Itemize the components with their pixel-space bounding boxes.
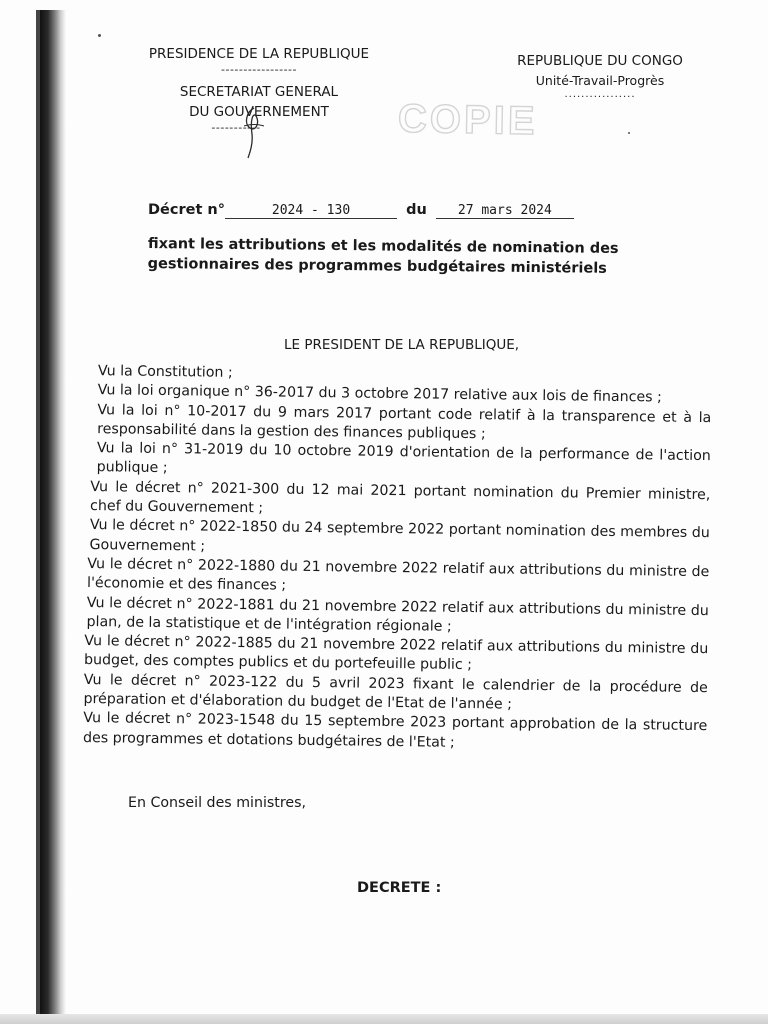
decree-number-label: Décret n° bbox=[148, 202, 226, 218]
visa-item: Vu le décret n° 2023-1548 du 15 septembre 2023 portant approbation de la structure des programmes et dotations budgétaires de l'Etat ; bbox=[82, 710, 708, 751]
copie-stamp: COPIE bbox=[397, 96, 538, 144]
scan-speck bbox=[628, 132, 630, 134]
decree-line bbox=[148, 202, 574, 219]
president-heading: LE PRESIDENT DE LA REPUBLIQUE, bbox=[284, 337, 520, 353]
visa-item: Vu le décret n° 2023-122 du 5 avril 2023 fixant le calendrier de la procédure de préparation et d'élaboration du budget de l'Etat de l'année ; bbox=[83, 671, 708, 713]
motto-underline: ................. bbox=[564, 89, 636, 100]
visa-item: Vu le décret n° 2022-1850 du 24 septembre 2022 portant nomination des membres du Gouvernement ; bbox=[89, 517, 710, 555]
decree-number: 2024 - 130 bbox=[225, 203, 397, 219]
decree-date: 27 mars 2024 bbox=[436, 203, 574, 219]
decree-title: fixant les attributions et les modalités de nomination des gestionnaires des programmes budgétaires ministériels bbox=[147, 235, 619, 277]
visa-item: Vu la loi organique n° 36-2017 du 3 octobre 2017 relative aux lois de finances ; bbox=[97, 382, 662, 406]
conseil-des-ministres: En Conseil des ministres, bbox=[128, 795, 306, 811]
signature-initial bbox=[236, 104, 270, 160]
header-separator: ----------------- bbox=[221, 63, 297, 76]
visa-item: Vu la loi n° 31-2019 du 10 octobre 2019 d'orientation de la performance de l'action publique ; bbox=[96, 440, 711, 477]
visa-item: Vu la loi n° 10-2017 du 9 mars 2017 portant code relatif à la transparence et à la responsabilité dans la gestion des finances publiques ; bbox=[97, 401, 712, 443]
decree-date-label: du bbox=[406, 202, 427, 218]
scan-speck bbox=[98, 34, 101, 37]
visa-item: Vu le décret n° 2022-1880 du 21 novembre 2022 relatif aux attributions du ministre de l'économie et des finances ; bbox=[86, 555, 710, 594]
motto-label: Unité-Travail-Progrès bbox=[535, 73, 665, 88]
scan-edge-gradient bbox=[40, 10, 66, 1014]
scan-bottom-shade bbox=[0, 1014, 768, 1024]
visa-item: Vu le décret n° 2022-1885 du 21 novembre 2022 relatif aux attributions du ministre du budget, des comptes publics et du portefeuille public ; bbox=[83, 633, 709, 674]
header-separator-2: ----------- bbox=[211, 121, 261, 134]
country-label: REPUBLIQUE DU CONGO bbox=[517, 53, 683, 69]
decrete-heading: DECRETE : bbox=[357, 880, 442, 896]
gouvernement-label: DU GOUVERNEMENT bbox=[189, 104, 329, 120]
visa-item: Vu le décret n° 2022-1881 du 21 novembre 2022 relatif aux attributions du ministre du plan, de la statistique et de l'intégration régionale ; bbox=[86, 594, 709, 635]
presidence-label: PRESIDENCE DE LA REPUBLIQUE bbox=[148, 46, 370, 62]
visa-item: Vu la Constitution ; bbox=[97, 363, 233, 381]
secretariat-label: SECRETARIAT GENERAL bbox=[179, 84, 339, 100]
header-right bbox=[490, 52, 710, 100]
visa-item: Vu le décret n° 2021-300 du 12 mai 2021 portant nomination du Premier ministre, chef du Gouvernement ; bbox=[90, 478, 711, 517]
visas-list bbox=[83, 362, 712, 756]
